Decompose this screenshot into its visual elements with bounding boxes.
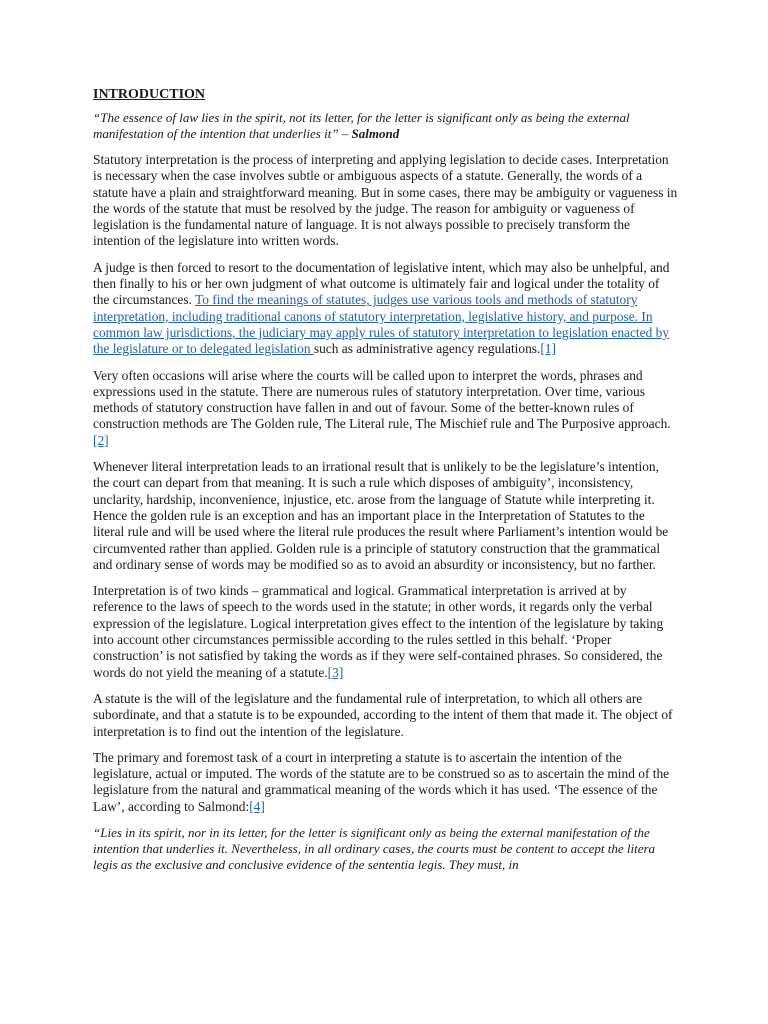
salmond-quote: “Lies in its spirit, nor in its letter, for the letter is significant only as being the external manifestation of the intention that underlies it. Nevertheless, in all ordinary cases, the courts must be content to accept the litera legis as the exclusive and conclusive evidence of the sententia legis. They must, in <box>93 824 656 872</box>
epigraph-quote <box>93 110 678 142</box>
paragraph-2-text: A judge is then forced to resort to the documentation of legislative intent, which may also be unhelpful, and then finally to his or her own judgment of what outcome is ultimately fair and logical under the totality of the circumstances. <box>93 259 670 308</box>
paragraph-5 <box>93 583 678 681</box>
paragraph-2 <box>93 260 678 358</box>
paragraph-5-text: Interpretation is of two kinds – grammatical and logical. Grammatical interpretation is arrived at by reference to the laws of speech to the words used in the statute; in other words, it regards only the verbal expression of the legislature. Logical interpretation gives effect to the intention of the legislature by taking into account other circumstances permissible according to the rules settled in this behalf. ‘Proper construction’ is not satisfied by taking the words as if they were self-contained phrases. So considered, the words do not yield the meaning of a statute. <box>93 583 664 680</box>
footnote-ref-3[interactable]: [3] <box>327 664 344 680</box>
paragraph-3 <box>93 368 678 449</box>
paragraph-3-text: Very often occasions will arise where the courts will be called upon to interpret the words, phrases and expressions used in the statute. There are numerous rules of statutory interpretation. Over time, various methods of statutory construction have fallen in and out of favour. Some of the better-known rules of construction methods are The Golden rule, The Literal rule, The Mischief rule and The Purposive approach. <box>93 367 671 432</box>
paragraph-7 <box>93 750 678 815</box>
paragraph-1: Statutory interpretation is the process of interpreting and applying legislation to decide cases. Interpretation is necessary when the case involves subtle or ambiguous aspects of a statute. Generally, the words of a statute have a plain and straightforward meaning. But in some cases, there may be ambiguity or vagueness in the words of the statute that must be resolved by the judge. The reason for ambiguity or vagueness of legislation is the fundamental nature of language. It is not always possible to precisely transform the intention of the legislature into written words. <box>93 152 678 249</box>
paragraph-7-text: The primary and foremost task of a court in interpreting a statute is to ascertain the intention of the legislature, actual or imputed. The words of the statute are to be construed so as to ascertain the mind of the legislature from the natural and grammatical meaning of the words which it has used. ‘The essence of the Law’, according to Salmond: <box>93 749 670 814</box>
footnote-ref-1[interactable]: [1] <box>540 341 556 357</box>
paragraph-4: Whenever literal interpretation leads to an irrational result that is unlikely to be the legislature’s intention, the court can depart from that meaning. It is such a rule which disposes of ambiguity’, inconsistency, unclarity, hardship, inconvenience, injustice, etc. arose from the language of Statute while interpreting it. Hence the golden rule is an exception and has an important place in the Interpretation of Statutes to the literal rule and will be used where the literal rule produces the result where Parliament’s intention would be circumvented rather than applied. Golden rule is a principle of statutory construction that the grammatical and ordinary sense of words may be modified so as to avoid an absurdity or inconsistency, but no farther. <box>93 459 669 572</box>
epigraph-author: Salmond <box>351 126 400 141</box>
footnote-ref-2[interactable]: [2] <box>93 432 109 448</box>
paragraph-6: A statute is the will of the legislature and the fundamental rule of interpretation, to which all others are subordinate, and that a statute is to be expounded, according to the intent of them that made it. The object of interpretation is to find out the intention of the legislature. <box>93 690 673 739</box>
epigraph-text: “The essence of law lies in the spirit, not its letter, for the letter is significant only as being the external manifestation of the intention that underlies it” – <box>93 110 630 141</box>
introduction-heading: INTRODUCTION <box>93 87 206 102</box>
paragraph-2-tail: such as administrative agency regulations. <box>313 341 541 357</box>
statutory-interpretation-link[interactable]: To find the meanings of statutes, judges use various tools and methods of statutory interpretation, including traditional canons of statutory interpretation, legislative history, and purpose. In common law jurisdictions, the judiciary may apply rules of statutory interpretation to legislation enacted by the legislature or to delegated legislation <box>93 292 670 357</box>
footnote-ref-4[interactable]: [4] <box>249 798 265 814</box>
